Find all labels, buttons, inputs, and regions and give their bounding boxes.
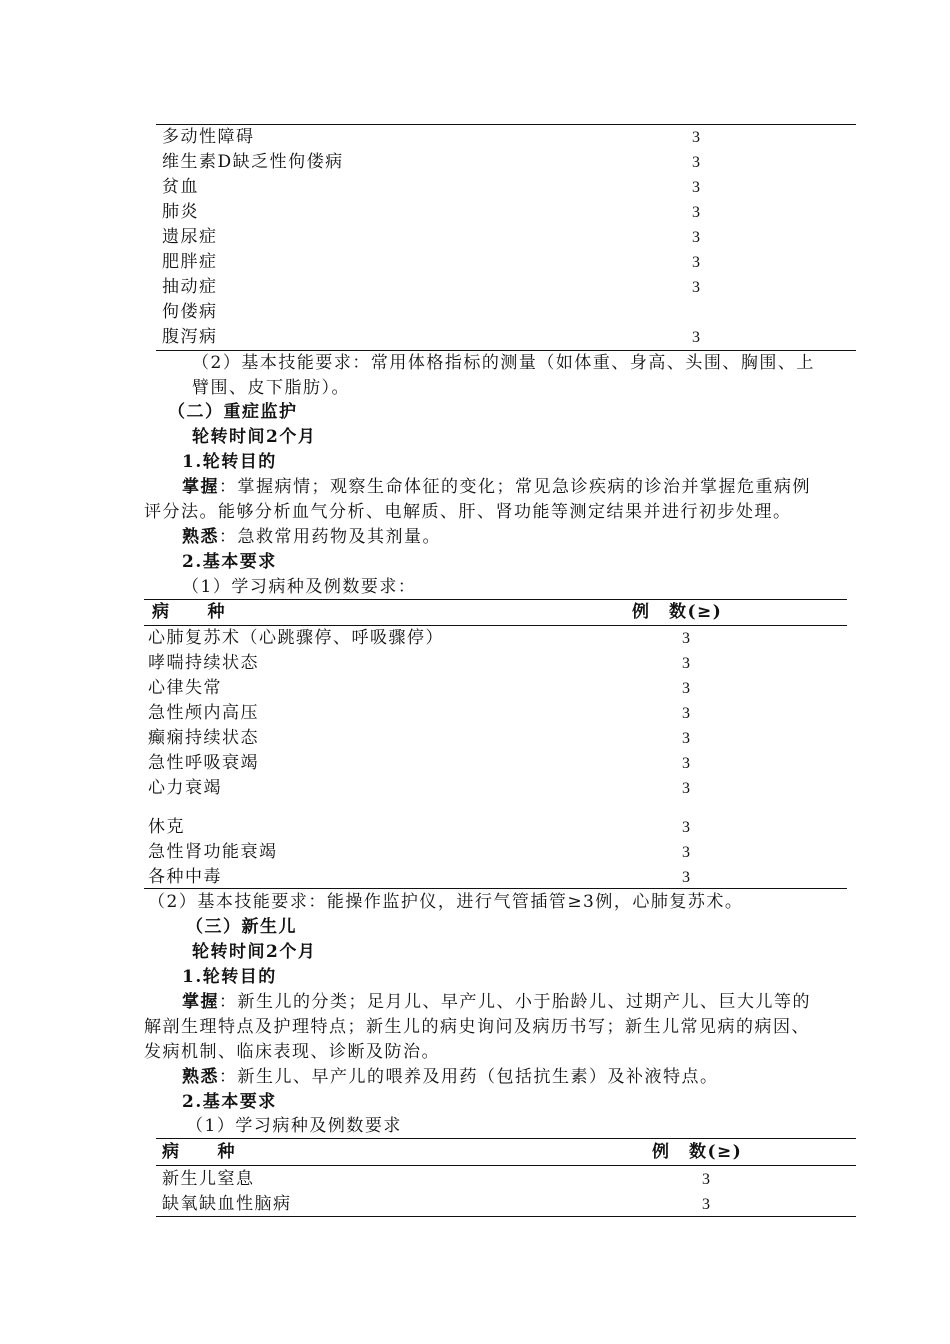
familiar-paragraph (182, 1065, 719, 1090)
master-label: 掌握 (182, 992, 219, 1012)
case-count: 3 (682, 655, 690, 672)
familiar-text: ：急救常用药物及其剂量。 (219, 527, 441, 547)
case-count: 3 (692, 204, 700, 221)
case-count: 3 (682, 680, 690, 697)
master-paragraph-line1 (182, 475, 811, 500)
table2-top-rule (144, 599, 847, 600)
disease-name: 休克 (148, 817, 185, 837)
familiar-text: ：新生儿、早产儿的喂养及用药（包括抗生素）及补液特点。 (219, 1067, 719, 1087)
table3-bottom-rule (156, 1216, 856, 1217)
master-text: ：新生儿的分类；足月儿、早产儿、小于胎龄儿、过期产儿、巨大儿等的 (219, 992, 811, 1012)
case-count: 3 (682, 780, 690, 797)
familiar-label: 熟悉 (182, 1067, 219, 1087)
skills-requirement-line2: 臂围、皮下脂肪）。 (192, 378, 350, 398)
disease-name: 维生素D缺乏性佝偻病 (162, 152, 344, 172)
case-count: 3 (692, 179, 700, 196)
disease-name: 癫痫持续状态 (148, 728, 259, 748)
disease-name: 佝偻病 (162, 302, 218, 322)
case-count: 3 (682, 844, 690, 861)
master-text: ：掌握病情；观察生命体征的变化；常见急诊疾病的诊治并掌握危重病例 (219, 477, 811, 497)
master-label: 掌握 (182, 477, 219, 497)
skills-requirement-line1: （2）基本技能要求：常用体格指标的测量（如体重、身高、头围、胸围、上 (192, 353, 815, 373)
case-count: 3 (682, 755, 690, 772)
disease-name: 心力衰竭 (148, 778, 222, 798)
requirements-subheading: （1）学习病种及例数要求： (182, 577, 417, 597)
requirements-subheading: （1）学习病种及例数要求 (186, 1116, 402, 1136)
table3-header-rule (156, 1165, 856, 1166)
rotation-time: 轮转时间2个月 (192, 942, 317, 962)
master-paragraph-line2: 评分法。能够分析血气分析、电解质、肝、肾功能等测定结果并进行初步处理。 (144, 502, 792, 522)
purpose-heading: 1.轮转目的 (182, 967, 277, 987)
skills-requirement: （2）基本技能要求：能操作监护仪，进行气管插管≥3例，心肺复苏术。 (148, 892, 744, 912)
table2-bottom-rule (144, 888, 847, 889)
disease-name: 心律失常 (148, 678, 222, 698)
disease-name: 缺氧缺血性脑病 (162, 1194, 292, 1214)
table2-header-disease: 病 种 (152, 602, 226, 622)
disease-name: 遗尿症 (162, 227, 218, 247)
disease-name: 贫血 (162, 177, 199, 197)
case-count: 3 (682, 705, 690, 722)
disease-name: 多动性障碍 (162, 127, 255, 147)
requirements-heading: 2.基本要求 (182, 552, 277, 572)
disease-name: 急性肾功能衰竭 (148, 842, 278, 862)
master-paragraph-line1 (182, 990, 811, 1015)
master-paragraph-line2: 解剖生理特点及护理特点；新生儿的病史询问及病历书写；新生儿常见病的病因、 (144, 1017, 810, 1037)
disease-name: 抽动症 (162, 277, 218, 297)
disease-name: 新生儿窒息 (162, 1169, 255, 1189)
disease-name: 腹泻病 (162, 327, 218, 347)
disease-name: 心肺复苏术（心跳骤停、呼吸骤停） (148, 628, 444, 648)
table3-top-rule (156, 1138, 856, 1139)
case-count: 3 (692, 329, 700, 346)
case-count: 3 (692, 154, 700, 171)
disease-name: 哮喘持续状态 (148, 653, 259, 673)
section-title: （三）新生儿 (186, 917, 297, 937)
case-count: 3 (692, 229, 700, 246)
requirements-heading: 2.基本要求 (182, 1092, 277, 1112)
disease-name: 急性颅内高压 (148, 703, 259, 723)
case-count: 3 (702, 1171, 710, 1188)
table1-top-rule (156, 124, 856, 125)
case-count: 3 (692, 254, 700, 271)
table3-header-disease: 病 种 (162, 1142, 236, 1162)
disease-name: 各种中毒 (148, 867, 222, 887)
case-count: 3 (682, 819, 690, 836)
familiar-paragraph (182, 525, 441, 550)
rotation-time: 轮转时间2个月 (192, 427, 317, 447)
familiar-label: 熟悉 (182, 527, 219, 547)
purpose-heading: 1.轮转目的 (182, 452, 277, 472)
section-title: （二）重症监护 (168, 402, 298, 422)
master-paragraph-line3: 发病机制、临床表现、诊断及防治。 (144, 1042, 440, 1062)
case-count: 3 (682, 869, 690, 886)
disease-name: 肺炎 (162, 202, 199, 222)
case-count: 3 (692, 129, 700, 146)
case-count: 3 (702, 1196, 710, 1213)
disease-name: 急性呼吸衰竭 (148, 753, 259, 773)
case-count: 3 (682, 630, 690, 647)
case-count: 3 (682, 730, 690, 747)
case-count: 3 (692, 279, 700, 296)
disease-name: 肥胖症 (162, 252, 218, 272)
table2-header-count: 例 数(≥) (632, 602, 723, 622)
table3-header-count: 例 数(≥) (652, 1142, 743, 1162)
